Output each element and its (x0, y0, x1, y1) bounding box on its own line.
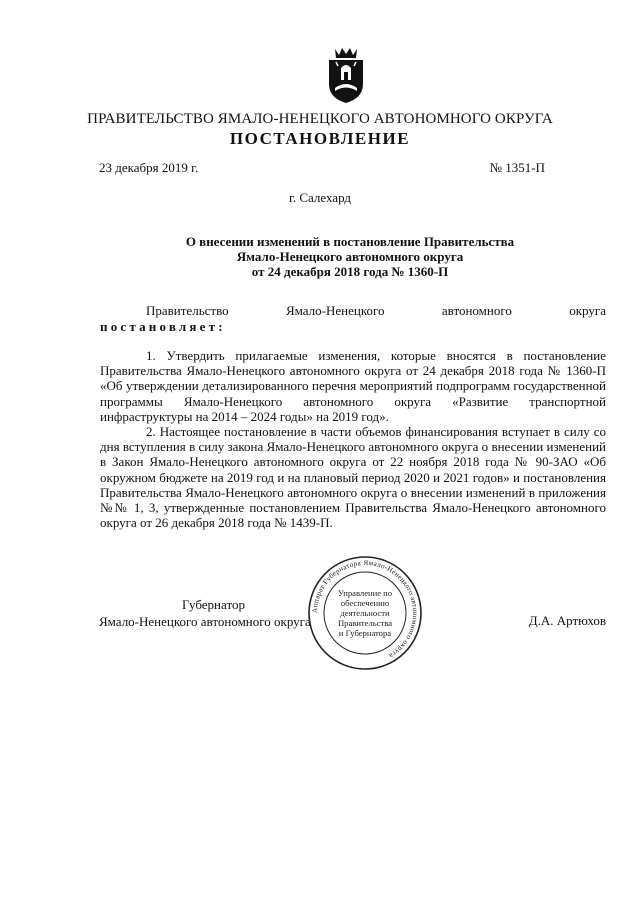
document-date: 23 декабря 2019 г. (99, 160, 199, 175)
document-number: № 1351-П (489, 160, 545, 175)
official-stamp (306, 554, 424, 672)
preamble-word: Правительство (146, 303, 229, 318)
signatory-role-line: Губернатор (182, 597, 245, 612)
document-body (100, 348, 606, 530)
stamp-ring-text: Аппарат Губернатора Ямало-Ненецкого автономного округа (310, 558, 420, 660)
paragraph-1: 1. Утвердить прилагаемые изменения, которые вносятся в постановление Правительства Ямало-Ненецкого автономного округа от 24 декабря 2018 года № 1360-П «Об утверждении детализированного перечня мероприятий подпрограмм государственной программы Ямало-Ненецкого автономного округа «Развитие транспортной инфраструктуры на 2014 – 2024 годы» на 2019 год». (100, 348, 606, 424)
preamble (100, 303, 606, 335)
preamble-word: автономного (441, 303, 512, 318)
government-name: ПРАВИТЕЛЬСТВО ЯМАЛО-НЕНЕЦКОГО АВТОНОМНОГО ОКРУГА (87, 111, 553, 127)
document-type: ПОСТАНОВЛЕНИЕ (229, 129, 411, 148)
heading-line: О внесении изменений в постановление Правительства (185, 234, 515, 249)
stamp-center-line: обеспечению (340, 598, 390, 608)
resolves-word: постановляет: (100, 319, 226, 334)
stamp-center-line: Управление по (337, 588, 393, 598)
preamble-word: Ямало-Ненецкого (285, 303, 385, 318)
paragraph-2: 2. Настоящее постановление в части объемов финансирования вступает в силу со дня вступления в силу закона Ямало-Ненецкого автономного округа о внесении изменений в Закон Ямало-Ненецкого автономного округа от 22 ноября 2018 года № 90-ЗАО «Об окружном бюджете на 2019 год и на плановый период 2020 и 2021 годов» и постановления Правительства Ямало-Ненецкого автономного округа о внесении изменений в приложения №№ 1, 3, утвержденные постановлением Правительства Ямало-Ненецкого автономного округа от 26 декабря 2018 года № 1439-П. (100, 424, 606, 531)
signatory-name: Д.А. Артюхов (528, 613, 606, 628)
heading-line: от 24 декабря 2018 года № 1360-П (251, 264, 449, 279)
document-city: г. Салехард (288, 190, 352, 205)
stamp-center-line: и Губернатора (338, 628, 392, 638)
signatory-role-line: Ямало-Ненецкого автономного округа (99, 614, 311, 629)
stamp-center-line: Правительства (337, 618, 393, 628)
preamble-word: округа (569, 303, 606, 318)
document-heading (120, 234, 580, 279)
coat-of-arms-icon (323, 46, 369, 104)
stamp-center-line: деятельности (340, 608, 390, 618)
heading-line: Ямало-Ненецкого автономного округа (236, 249, 464, 264)
signatory-role (99, 596, 311, 630)
